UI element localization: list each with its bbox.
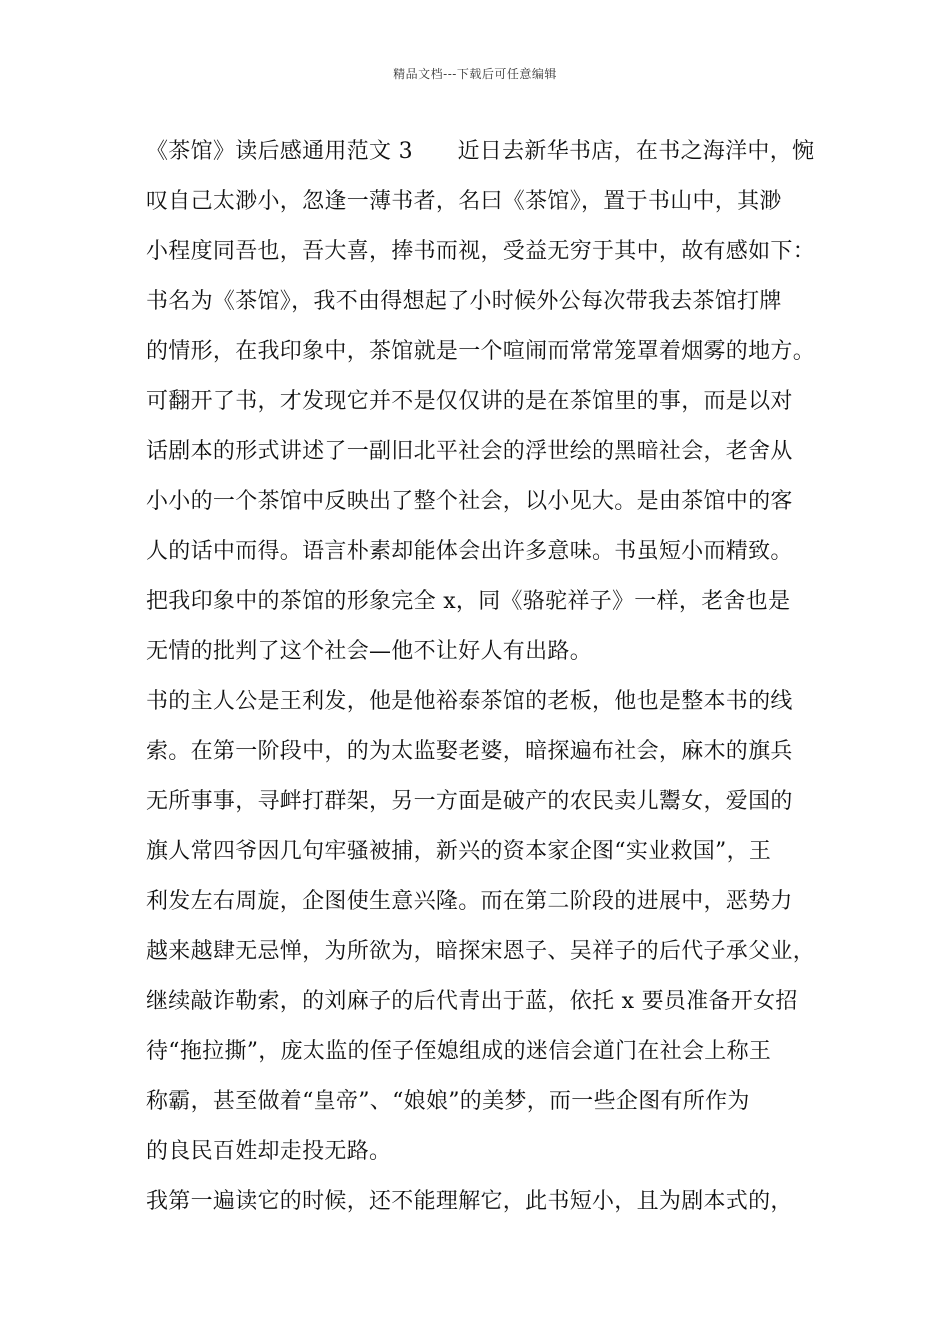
text-line: 无情的批判了这个社会—他不让好人有出路。 — [146, 639, 593, 664]
text-line: 越来越肆无忌惮，为所欲为，暗探宋恩子、吴祥子的后代子承父业， — [146, 939, 816, 964]
text-line: 《茶馆》读后感通用范文 3 近日去新华书店，在书之海洋中，惋 — [146, 139, 815, 164]
text-line: 称霸，甚至做着“皇帝”、“娘娘”的美梦，而一些企图有所作为 — [146, 1089, 750, 1114]
text-line: 继续敲诈勒索，的刘麻子的后代青出于蓝，依托 x 要员准备开女招 — [146, 989, 798, 1014]
text-line: 小小的一个茶馆中反映出了整个社会，以小见大。是由茶馆中的客 — [146, 489, 793, 514]
text-line: 待“拖拉撕”，庞太监的侄子侄媳组成的迷信会道门在社会上称王 — [146, 1039, 772, 1064]
text-line: 的良民百姓却走投无路。 — [146, 1139, 392, 1164]
text-line: 索。在第一阶段中，的为太监娶老婆，暗探遍布社会，麻木的旗兵 — [146, 739, 793, 764]
text-line: 无所事事，寻衅打群架，另一方面是破产的农民卖儿鬻女，爱国的 — [146, 789, 793, 814]
text-line: 书的主人公是王利发，他是他裕泰茶馆的老板，他也是整本书的线 — [146, 689, 793, 714]
text-line: 把我印象中的茶馆的形象完全 x，同《骆驼祥子》一样，老舍也是 — [146, 589, 791, 614]
text-line: 人的话中而得。语言朴素却能体会出许多意味。书虽短小而精致。 — [146, 539, 793, 564]
text-line: 利发左右周旋，企图使生意兴隆。而在第二阶段的进展中，恶势力 — [146, 889, 793, 914]
text-line: 小程度同吾也，吾大喜，捧书而视，受益无穷于其中，故有感如下： — [146, 239, 816, 264]
text-line: 我第一遍读它的时候，还不能理解它，此书短小，且为剧本式的， — [146, 1189, 793, 1214]
text-line: 书名为《茶馆》，我不由得想起了小时候外公每次带我去茶馆打牌 — [146, 289, 782, 314]
text-line: 叹自己太渺小，忽逢一薄书者，名曰《茶馆》，置于书山中，其渺 — [146, 189, 782, 214]
text-line: 话剧本的形式讲述了一副旧北平社会的浮世绘的黑暗社会，老舍从 — [146, 439, 793, 464]
text-line: 的情形，在我印象中，茶馆就是一个喧闹而常常笼罩着烟雾的地方。 — [146, 339, 816, 364]
page-header: 精品文档---下载后可任意编辑 — [393, 67, 557, 81]
text-line: 旗人常四爷因几句牢骚被捕，新兴的资本家企图“实业救国”，王 — [146, 839, 772, 864]
text-line: 可翻开了书，才发现它并不是仅仅讲的是在茶馆里的事，而是以对 — [146, 389, 793, 414]
